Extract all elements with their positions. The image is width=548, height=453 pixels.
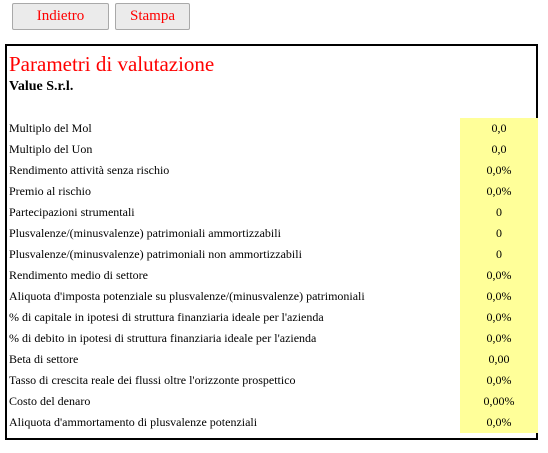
parameter-label: Costo del denaro xyxy=(9,394,91,408)
parameter-value: 0,0% xyxy=(460,412,538,433)
table-row xyxy=(7,391,536,412)
parameter-value: 0,0% xyxy=(460,328,538,349)
table-row xyxy=(7,160,536,181)
parameters-table xyxy=(7,118,536,433)
parameter-label: % di capitale in ipotesi di struttura finanziaria ideale per l'azienda xyxy=(9,310,324,324)
table-row xyxy=(7,307,536,328)
table-row xyxy=(7,349,536,370)
parameter-value: 0,0% xyxy=(460,370,538,391)
parameter-label: Premio al rischio xyxy=(9,184,91,198)
table-row xyxy=(7,202,536,223)
parameter-label: Tasso di crescita reale dei flussi oltre l'orizzonte prospettico xyxy=(9,373,296,387)
table-row xyxy=(7,286,536,307)
parameter-label: Plusvalenze/(minusvalenze) patrimoniali non ammortizzabili xyxy=(9,247,302,261)
parameter-value: 0,0% xyxy=(460,307,538,328)
table-row xyxy=(7,181,536,202)
table-row xyxy=(7,223,536,244)
parameters-panel xyxy=(5,44,538,440)
table-row xyxy=(7,328,536,349)
page-title: Parametri di valutazione xyxy=(9,52,215,76)
table-row xyxy=(7,265,536,286)
parameter-label: Multiplo del Mol xyxy=(9,121,92,135)
parameter-value: 0,00 xyxy=(460,349,538,370)
company-name: Value S.r.l. xyxy=(9,79,74,94)
parameter-label: Rendimento medio di settore xyxy=(9,268,148,282)
parameter-value: 0,0% xyxy=(460,181,538,202)
table-row xyxy=(7,370,536,391)
parameter-label: Aliquota d'ammortamento di plusvalenze potenziali xyxy=(9,415,258,429)
parameter-label: Aliquota d'imposta potenziale su plusvalenze/(minusvalenze) patrimoniali xyxy=(9,289,365,303)
table-row xyxy=(7,118,536,139)
parameter-value: 0,0% xyxy=(460,286,538,307)
print-button[interactable]: Stampa xyxy=(115,3,190,30)
parameter-label: Beta di settore xyxy=(9,352,79,366)
parameter-value: 0,00% xyxy=(460,391,538,412)
parameter-label: Plusvalenze/(minusvalenze) patrimoniali ammortizzabili xyxy=(9,226,281,240)
parameter-value: 0,0 xyxy=(460,118,538,139)
table-row xyxy=(7,244,536,265)
back-button[interactable]: Indietro xyxy=(12,3,109,30)
parameter-label: % di debito in ipotesi di struttura finanziaria ideale per l'azienda xyxy=(9,331,317,345)
parameter-value: 0 xyxy=(460,223,538,244)
parameter-value: 0,0 xyxy=(460,139,538,160)
table-row xyxy=(7,139,536,160)
parameter-value: 0 xyxy=(460,202,538,223)
parameter-label: Partecipazioni strumentali xyxy=(9,205,135,219)
parameter-label: Rendimento attività senza rischio xyxy=(9,163,170,177)
parameter-value: 0 xyxy=(460,244,538,265)
parameter-value: 0,0% xyxy=(460,160,538,181)
parameter-label: Multiplo del Uon xyxy=(9,142,93,156)
table-row xyxy=(7,412,536,433)
parameter-value: 0,0% xyxy=(460,265,538,286)
